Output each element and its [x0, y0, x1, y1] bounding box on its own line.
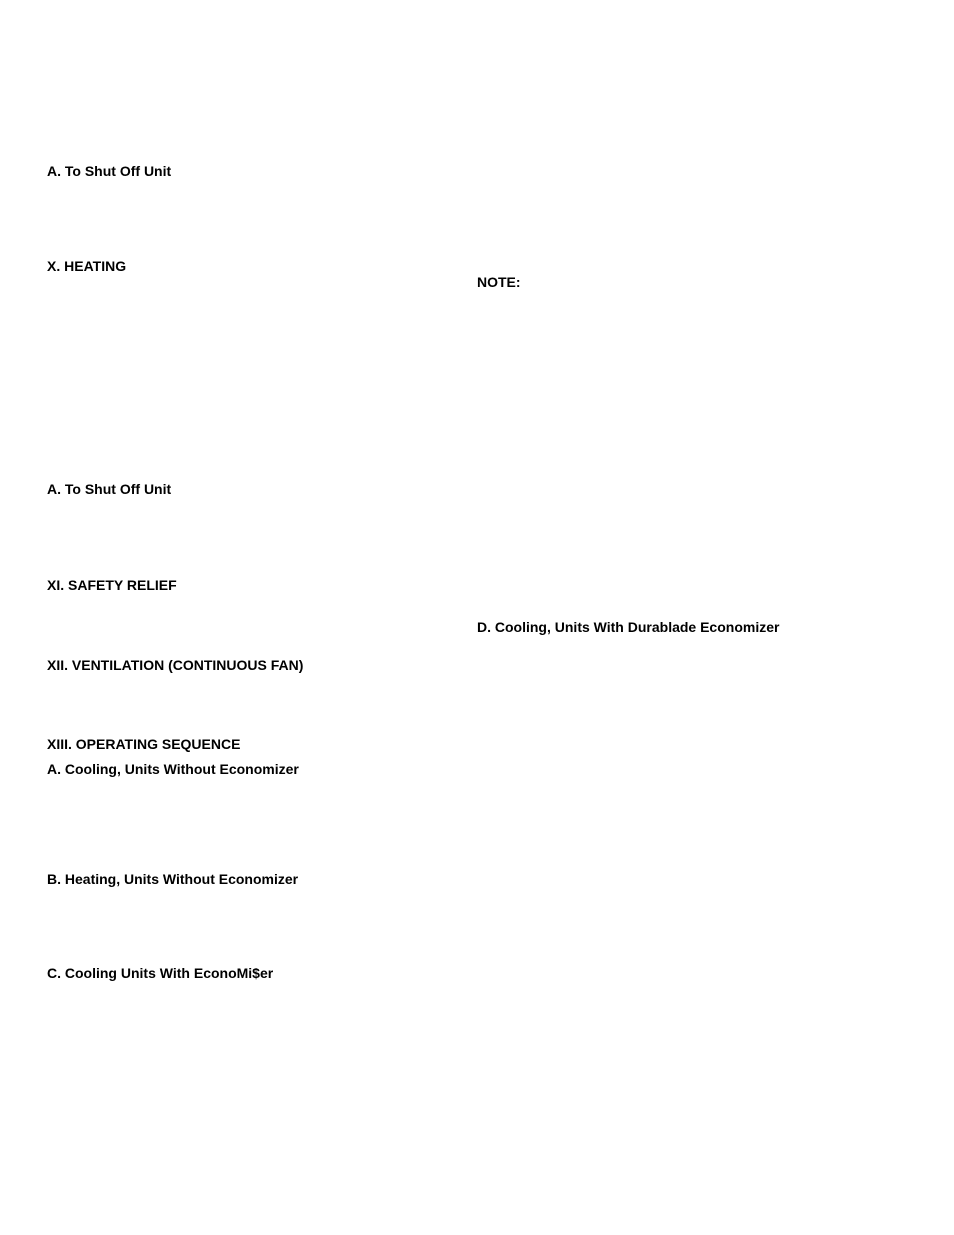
- subheading-cooling-economiser: C. Cooling Units With EconoMi$er: [47, 965, 274, 981]
- subheading-cooling-durablade-economizer: D. Cooling, Units With Durablade Economizer: [477, 619, 780, 635]
- subheading-cooling-without-economizer: A. Cooling, Units Without Economizer: [47, 761, 299, 777]
- note-label: NOTE:: [477, 274, 521, 290]
- subheading-to-shut-off-unit: A. To Shut Off Unit: [47, 163, 172, 179]
- section-heading-safety-relief: XI. SAFETY RELIEF: [47, 577, 177, 593]
- section-heading-operating-sequence: XIII. OPERATING SEQUENCE: [47, 736, 241, 752]
- section-heading-ventilation: XII. VENTILATION (CONTINUOUS FAN): [47, 657, 304, 673]
- subheading-heating-without-economizer: B. Heating, Units Without Economizer: [47, 871, 299, 887]
- subheading-to-shut-off-unit-heating: A. To Shut Off Unit: [47, 481, 172, 497]
- section-heading-heating: X. HEATING: [47, 258, 127, 274]
